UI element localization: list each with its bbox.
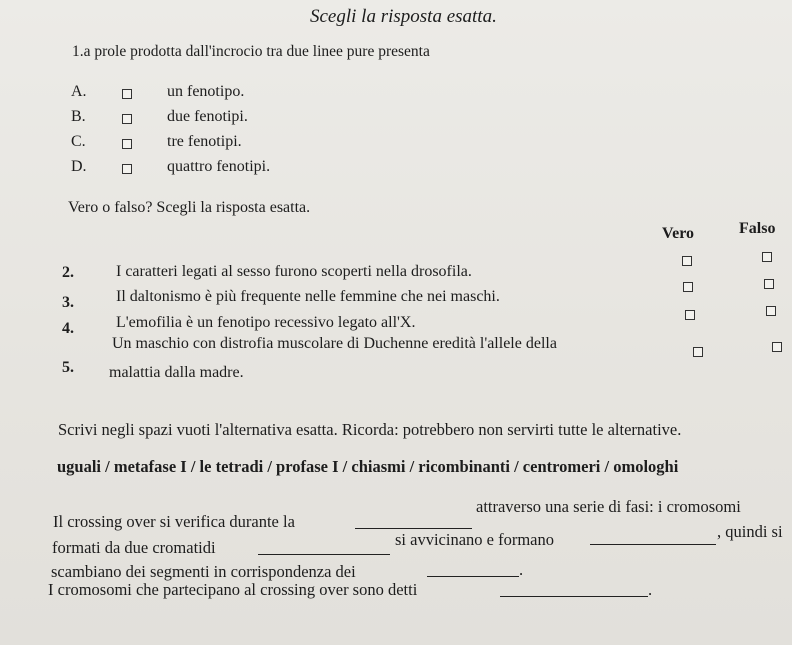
option-c-checkbox[interactable] — [122, 139, 132, 149]
statement-4-text: L'emofilia è un fenotipo recessivo legato all'X. — [116, 314, 416, 331]
statement-4-number: 4. — [62, 320, 74, 337]
statement-5-false-checkbox[interactable] — [772, 342, 782, 352]
option-c-letter: C. — [71, 133, 86, 150]
option-c-label: tre fenotipi. — [167, 133, 242, 150]
statement-5-true-checkbox[interactable] — [693, 347, 703, 357]
cloze-text-3: formati da due cromatidi — [52, 538, 216, 557]
statement-2-false-checkbox[interactable] — [762, 252, 772, 262]
blank-3[interactable] — [590, 544, 716, 545]
statement-4-true-checkbox[interactable] — [685, 310, 695, 320]
option-a-letter: A. — [71, 83, 87, 100]
statement-3-true-checkbox[interactable] — [683, 282, 693, 292]
column-header-false: Falso — [739, 220, 776, 237]
statement-3-number: 3. — [62, 294, 74, 311]
option-a-label: un fenotipo. — [167, 83, 245, 100]
cloze-text-2: attraverso una serie di fasi: i cromosomi — [476, 497, 741, 516]
page-title: Scegli la risposta esatta. — [310, 6, 497, 27]
option-b-label: due fenotipi. — [167, 108, 248, 125]
cloze-text-9: . — [648, 580, 653, 599]
true-false-intro: Vero o falso? Scegli la risposta esatta. — [68, 199, 311, 216]
cloze-text-7: . — [519, 560, 524, 579]
statement-3-false-checkbox[interactable] — [764, 279, 774, 289]
blank-5[interactable] — [500, 596, 648, 597]
cloze-text-1: Il crossing over si verifica durante la — [53, 512, 295, 531]
cloze-text-8: I cromosomi che partecipano al crossing over sono detti — [48, 580, 418, 599]
statement-5-number: 5. — [62, 359, 74, 376]
statement-3-text: Il daltonismo è più frequente nelle femmine che nei maschi. — [116, 288, 500, 305]
statement-2-text: I caratteri legati al sesso furono scoperti nella drosofila. — [116, 263, 472, 280]
cloze-text-4: si avvicinano e formano — [395, 530, 554, 549]
blank-4[interactable] — [427, 576, 519, 577]
blank-1[interactable] — [355, 528, 472, 529]
option-d-label: quattro fenotipi. — [167, 158, 271, 175]
option-d-letter: D. — [71, 158, 87, 175]
cloze-text-5: , quindi si — [717, 522, 783, 541]
statement-2-number: 2. — [62, 264, 74, 281]
option-b-letter: B. — [71, 108, 86, 125]
blank-2[interactable] — [258, 554, 390, 555]
option-d-checkbox[interactable] — [122, 164, 132, 174]
cloze-instruction: Scrivi negli spazi vuoti l'alternativa esatta. Ricorda: potrebbero non servirti tutte le alternative. — [58, 420, 682, 439]
option-b-checkbox[interactable] — [122, 114, 132, 124]
statement-2-true-checkbox[interactable] — [682, 256, 692, 266]
option-a-checkbox[interactable] — [122, 89, 132, 99]
question-1-text: 1.a prole prodotta dall'incrocio tra due linee pure presenta — [72, 43, 430, 60]
statement-5-text-line1: Un maschio con distrofia muscolare di Duchenne eredità l'allele della — [112, 335, 557, 352]
statement-4-false-checkbox[interactable] — [766, 306, 776, 316]
cloze-text-6: scambiano dei segmenti in corrispondenza dei — [51, 562, 356, 581]
statement-5-text-line2: malattia dalla madre. — [109, 364, 244, 381]
word-bank: uguali / metafase I / le tetradi / profase I / chiasmi / ricombinanti / centromeri / omologhi — [57, 457, 679, 476]
column-header-true: Vero — [662, 225, 694, 242]
